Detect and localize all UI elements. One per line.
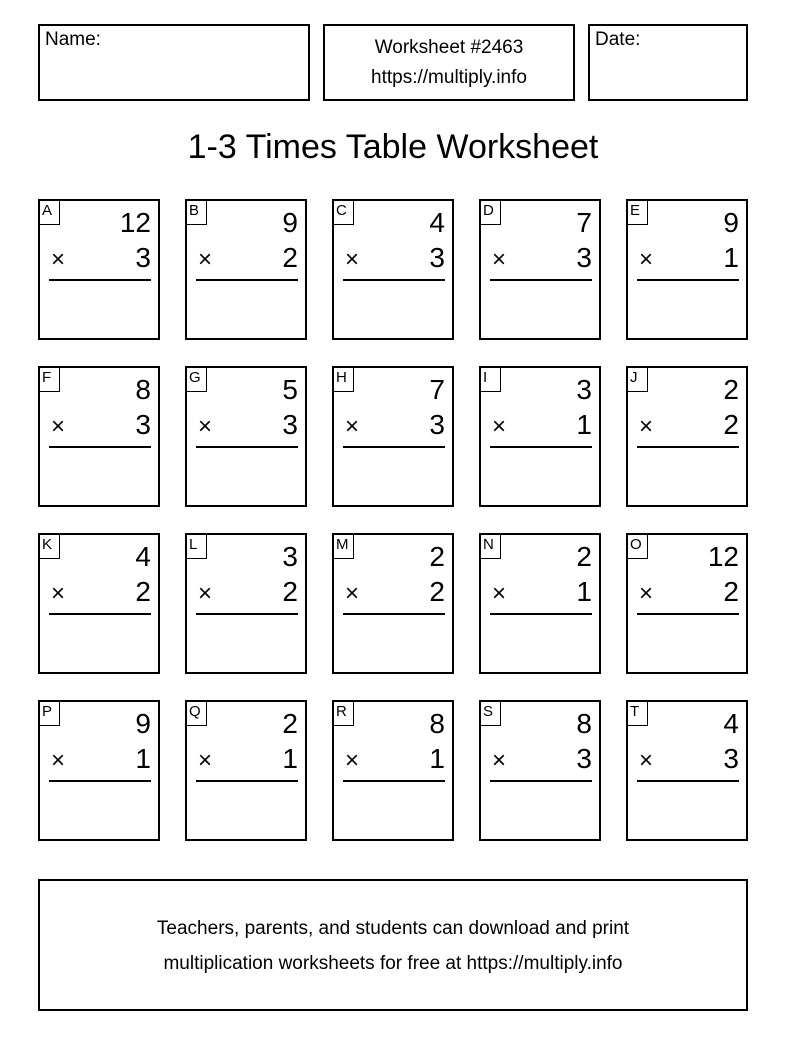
problem-letter: R bbox=[334, 702, 354, 726]
answer-line bbox=[196, 780, 298, 782]
problem-multiplier: 1 bbox=[135, 743, 151, 774]
problem-multiplicand: 7 bbox=[429, 374, 445, 405]
answer-line bbox=[49, 279, 151, 281]
problem-multiplicand: 12 bbox=[707, 541, 739, 572]
answer-line bbox=[49, 446, 151, 448]
problem-letter: B bbox=[187, 201, 207, 225]
problem-multiplier: 2 bbox=[282, 242, 298, 273]
problem-multiplicand: 3 bbox=[576, 374, 592, 405]
problem-multiplier: 1 bbox=[429, 743, 445, 774]
problem-multiplier: 1 bbox=[576, 576, 592, 607]
problem-card-t[interactable] bbox=[626, 700, 748, 841]
problem-multiplier: 1 bbox=[576, 409, 592, 440]
multiply-sign: × bbox=[492, 747, 507, 774]
answer-line bbox=[490, 780, 592, 782]
footer-note bbox=[38, 879, 748, 1011]
problem-multiplier: 1 bbox=[723, 242, 739, 273]
answer-line bbox=[49, 780, 151, 782]
problem-letter: Q bbox=[187, 702, 207, 726]
problem-letter: N bbox=[481, 535, 501, 559]
problem-card-m[interactable] bbox=[332, 533, 454, 674]
answer-line bbox=[196, 446, 298, 448]
multiply-sign: × bbox=[639, 747, 654, 774]
multiply-sign: × bbox=[51, 580, 66, 607]
problem-letter: F bbox=[40, 368, 60, 392]
multiply-sign: × bbox=[345, 246, 360, 273]
problem-multiplicand: 3 bbox=[282, 541, 298, 572]
answer-line bbox=[490, 279, 592, 281]
footer-line-1: Teachers, parents, and students can download and print bbox=[156, 918, 630, 939]
multiply-sign: × bbox=[492, 580, 507, 607]
problem-card-b[interactable] bbox=[185, 199, 307, 340]
problem-multiplier: 3 bbox=[429, 242, 445, 273]
multiply-sign: × bbox=[51, 413, 66, 440]
problem-letter: M bbox=[334, 535, 354, 559]
footer-line-2: multiplication worksheets for free at https://multiply.info bbox=[163, 953, 623, 974]
multiply-sign: × bbox=[198, 413, 213, 440]
multiply-sign: × bbox=[345, 580, 360, 607]
problem-multiplier: 3 bbox=[576, 242, 592, 273]
problem-card-d[interactable] bbox=[479, 199, 601, 340]
problem-multiplier: 2 bbox=[723, 576, 739, 607]
problem-card-e[interactable] bbox=[626, 199, 748, 340]
answer-line bbox=[343, 780, 445, 782]
multiply-sign: × bbox=[492, 413, 507, 440]
problem-letter: T bbox=[628, 702, 648, 726]
problem-multiplier: 3 bbox=[135, 409, 151, 440]
problem-card-s[interactable] bbox=[479, 700, 601, 841]
multiply-sign: × bbox=[51, 747, 66, 774]
problem-multiplier: 1 bbox=[282, 743, 298, 774]
problem-multiplicand: 5 bbox=[282, 374, 298, 405]
problem-letter: A bbox=[40, 201, 60, 225]
problem-multiplicand: 9 bbox=[723, 207, 739, 238]
problem-letter: K bbox=[40, 535, 60, 559]
problem-letter: C bbox=[334, 201, 354, 225]
answer-line bbox=[490, 613, 592, 615]
multiply-sign: × bbox=[492, 246, 507, 273]
multiply-sign: × bbox=[639, 246, 654, 273]
problem-letter: H bbox=[334, 368, 354, 392]
multiply-sign: × bbox=[51, 246, 66, 273]
multiply-sign: × bbox=[639, 580, 654, 607]
worksheet-info-box bbox=[323, 24, 575, 101]
problem-multiplicand: 8 bbox=[576, 708, 592, 739]
problem-letter: D bbox=[481, 201, 501, 225]
worksheet-number: Worksheet #2463 bbox=[374, 37, 524, 58]
date-label: Date: bbox=[595, 29, 641, 50]
answer-line bbox=[637, 279, 739, 281]
name-label: Name: bbox=[45, 29, 101, 50]
problem-multiplicand: 4 bbox=[723, 708, 739, 739]
problem-card-c[interactable] bbox=[332, 199, 454, 340]
problem-multiplier: 3 bbox=[429, 409, 445, 440]
problem-card-q[interactable] bbox=[185, 700, 307, 841]
problem-letter: G bbox=[187, 368, 207, 392]
problem-multiplicand: 2 bbox=[429, 541, 445, 572]
problem-multiplier: 2 bbox=[429, 576, 445, 607]
problem-letter: J bbox=[628, 368, 648, 392]
multiply-sign: × bbox=[198, 747, 213, 774]
answer-line bbox=[196, 279, 298, 281]
multiply-sign: × bbox=[345, 747, 360, 774]
problem-multiplicand: 2 bbox=[576, 541, 592, 572]
multiply-sign: × bbox=[345, 413, 360, 440]
problem-multiplier: 3 bbox=[723, 743, 739, 774]
problem-multiplier: 2 bbox=[282, 576, 298, 607]
problem-card-o[interactable] bbox=[626, 533, 748, 674]
multiply-sign: × bbox=[639, 413, 654, 440]
problem-card-i[interactable] bbox=[479, 366, 601, 507]
problem-multiplicand: 2 bbox=[282, 708, 298, 739]
problem-letter: S bbox=[481, 702, 501, 726]
problem-card-p[interactable] bbox=[38, 700, 160, 841]
page-title: 1-3 Times Table Worksheet bbox=[187, 128, 599, 166]
answer-line bbox=[637, 613, 739, 615]
problem-card-l[interactable] bbox=[185, 533, 307, 674]
problem-multiplier: 3 bbox=[135, 242, 151, 273]
problem-letter: I bbox=[481, 368, 501, 392]
problem-multiplier: 2 bbox=[135, 576, 151, 607]
answer-line bbox=[490, 446, 592, 448]
problem-multiplicand: 4 bbox=[135, 541, 151, 572]
problem-letter: P bbox=[40, 702, 60, 726]
worksheet-url: https://multiply.info bbox=[371, 67, 527, 88]
answer-line bbox=[637, 780, 739, 782]
problem-card-r[interactable] bbox=[332, 700, 454, 841]
answer-line bbox=[637, 446, 739, 448]
problem-multiplicand: 7 bbox=[576, 207, 592, 238]
date-field-box[interactable] bbox=[588, 24, 748, 101]
problem-multiplicand: 8 bbox=[429, 708, 445, 739]
problem-card-g[interactable] bbox=[185, 366, 307, 507]
problem-multiplier: 2 bbox=[723, 409, 739, 440]
answer-line bbox=[343, 613, 445, 615]
problem-card-h[interactable] bbox=[332, 366, 454, 507]
problem-card-j[interactable] bbox=[626, 366, 748, 507]
problem-card-a[interactable] bbox=[38, 199, 160, 340]
problem-letter: O bbox=[628, 535, 648, 559]
problem-letter: L bbox=[187, 535, 207, 559]
problem-card-n[interactable] bbox=[479, 533, 601, 674]
problem-multiplier: 3 bbox=[282, 409, 298, 440]
problem-card-f[interactable] bbox=[38, 366, 160, 507]
answer-line bbox=[343, 279, 445, 281]
problem-multiplicand: 9 bbox=[282, 207, 298, 238]
answer-line bbox=[196, 613, 298, 615]
answer-line bbox=[49, 613, 151, 615]
problem-multiplicand: 8 bbox=[135, 374, 151, 405]
problem-card-k[interactable] bbox=[38, 533, 160, 674]
multiply-sign: × bbox=[198, 246, 213, 273]
name-field-box[interactable] bbox=[38, 24, 310, 101]
problem-multiplicand: 2 bbox=[723, 374, 739, 405]
problem-multiplicand: 4 bbox=[429, 207, 445, 238]
problem-multiplier: 3 bbox=[576, 743, 592, 774]
answer-line bbox=[343, 446, 445, 448]
problem-multiplicand: 9 bbox=[135, 708, 151, 739]
problem-multiplicand: 12 bbox=[119, 207, 151, 238]
problem-letter: E bbox=[628, 201, 648, 225]
multiply-sign: × bbox=[198, 580, 213, 607]
